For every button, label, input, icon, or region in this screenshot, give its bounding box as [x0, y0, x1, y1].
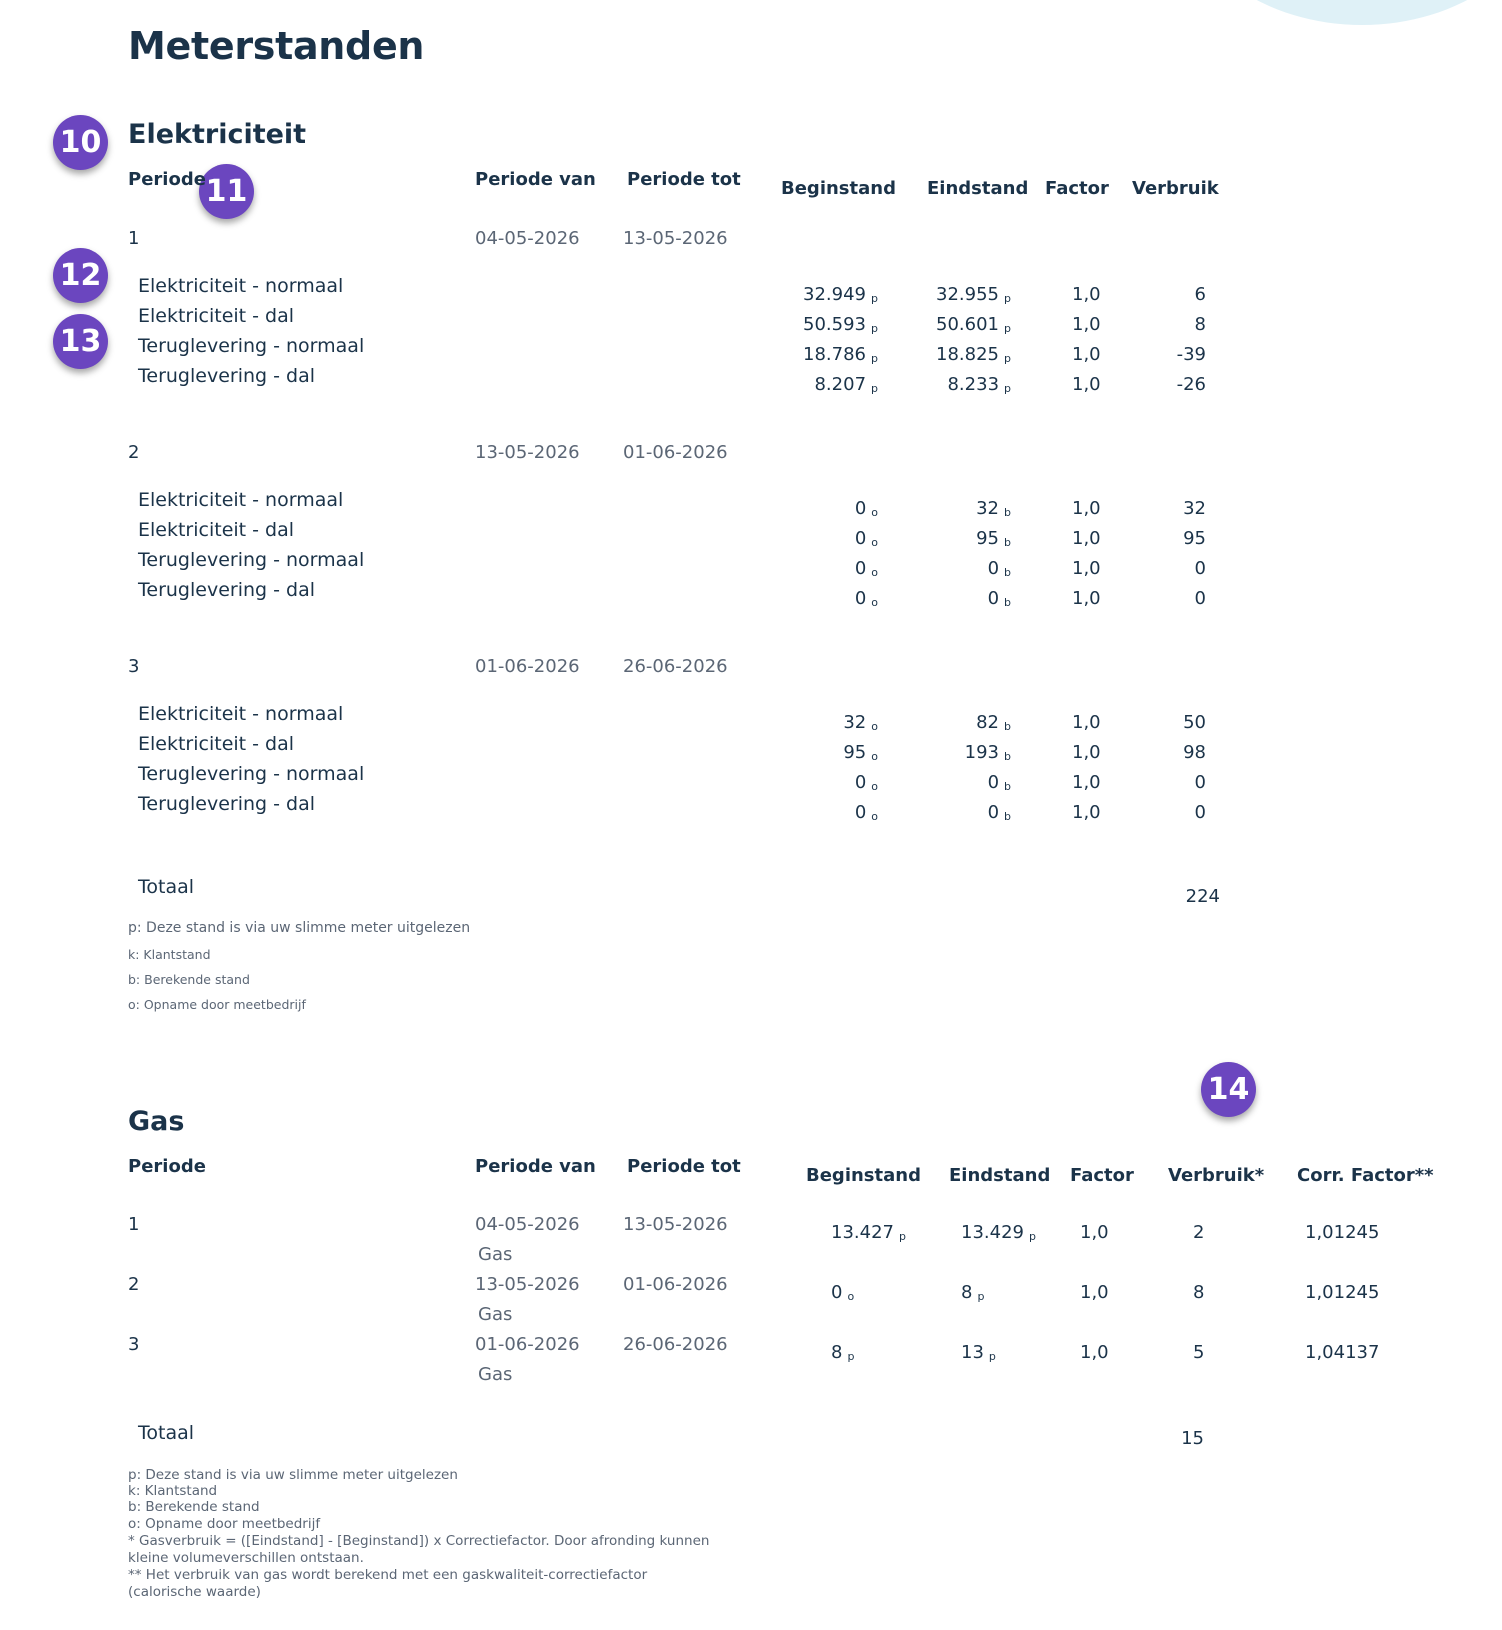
end-reading-value: 32.955 — [936, 284, 1000, 305]
gas-end-reading-source-code: p — [977, 1290, 985, 1303]
footnote-line: o: Opname door meetbedrijf — [128, 1516, 321, 1532]
electricity-total-label: Totaal — [138, 876, 195, 898]
gas-product-label: Gas — [478, 1304, 513, 1325]
gas-begin-reading — [831, 1282, 854, 1303]
gas-factor-value: 1,0 — [1080, 1342, 1109, 1363]
gas-begin-reading-value: 13.427 — [831, 1222, 894, 1243]
footnote-line: p: Deze stand is via uw slimme meter uitgelezen — [128, 1467, 458, 1483]
factor-value: 1,0 — [1072, 344, 1101, 365]
meter-register-label: Elektriciteit - dal — [138, 305, 295, 327]
end-reading-value: 193 — [964, 742, 1000, 763]
annotation-marker-11: 11 — [199, 164, 254, 219]
begin-reading — [843, 742, 878, 763]
end-reading-source-code: b — [1004, 720, 1011, 733]
period-number: 2 — [128, 442, 140, 463]
gas-period-to-date: 26-06-2026 — [623, 1334, 728, 1355]
meter-register-label: Elektriciteit - normaal — [138, 489, 344, 511]
period-number: 1 — [128, 228, 140, 249]
gas-begin-reading-source-code: p — [898, 1230, 906, 1243]
begin-reading — [855, 558, 878, 579]
begin-reading — [855, 772, 878, 793]
gas-usage-value: 5 — [1193, 1342, 1205, 1363]
footnote-line: ** Het verbruik van gas wordt berekend met een gaskwaliteit-correctiefactor — [128, 1567, 648, 1583]
period-to-date: 26-06-2026 — [623, 656, 728, 677]
usage-value: 8 — [1194, 314, 1206, 335]
begin-reading-value: 8.207 — [814, 374, 867, 395]
header-verbruik: Verbruik* — [1168, 1165, 1265, 1186]
factor-value: 1,0 — [1072, 772, 1101, 793]
end-reading-value: 95 — [976, 528, 1000, 549]
period-to-date: 13-05-2026 — [623, 228, 728, 249]
end-reading-source-code: p — [1004, 292, 1011, 305]
gas-product-label: Gas — [478, 1244, 513, 1265]
factor-value: 1,0 — [1072, 742, 1101, 763]
header-periode: Periode — [128, 169, 206, 190]
gas-corr-factor-value: 1,04137 — [1305, 1342, 1380, 1363]
end-reading-value: 82 — [976, 712, 1000, 733]
header-eindstand: Eindstand — [949, 1165, 1051, 1186]
end-reading — [947, 374, 1011, 395]
end-reading — [988, 802, 1011, 823]
footnote-line: (calorische waarde) — [128, 1584, 261, 1600]
usage-value: 6 — [1194, 284, 1206, 305]
meter-register-label: Teruglevering - dal — [138, 365, 315, 387]
factor-value: 1,0 — [1072, 528, 1101, 549]
gas-usage-value: 8 — [1193, 1282, 1205, 1303]
meter-register-label: Elektriciteit - dal — [138, 733, 295, 755]
end-reading — [936, 344, 1011, 365]
end-reading-source-code: b — [1004, 780, 1011, 793]
gas-corr-factor-value: 1,01245 — [1305, 1282, 1380, 1303]
decorative-arc — [1182, 0, 1502, 25]
header-beginstand: Beginstand — [781, 178, 896, 199]
gas-period-from-date: 04-05-2026 — [475, 1214, 580, 1235]
begin-reading-value: 0 — [854, 772, 867, 793]
end-reading — [988, 558, 1011, 579]
usage-value: -39 — [1176, 344, 1206, 365]
usage-value: 0 — [1194, 772, 1206, 793]
meter-register-label: Teruglevering - normaal — [138, 549, 365, 571]
usage-value: 50 — [1183, 712, 1206, 733]
gas-period-number: 2 — [128, 1274, 140, 1295]
footnote-line: * Gasverbruik = ([Eindstand] - [Beginstand]) x Correctiefactor. Door afronding kunnen — [128, 1533, 710, 1549]
legend-item: b: Berekende stand — [128, 972, 250, 987]
gas-begin-reading-source-code: o — [847, 1290, 855, 1303]
end-reading-value: 8.233 — [947, 374, 1000, 395]
gas-period-to-date: 01-06-2026 — [623, 1274, 728, 1295]
end-reading-value: 0 — [987, 588, 1000, 609]
end-reading-source-code: p — [1004, 322, 1011, 335]
gas-factor-value: 1,0 — [1080, 1222, 1109, 1243]
gas-period-number: 3 — [128, 1334, 140, 1355]
factor-value: 1,0 — [1072, 314, 1101, 335]
legend-item: o: Opname door meetbedrijf — [128, 997, 306, 1012]
footnote-line: b: Berekende stand — [128, 1499, 260, 1515]
begin-reading-source-code: o — [871, 780, 878, 793]
begin-reading — [855, 588, 878, 609]
gas-end-reading-value: 13 — [961, 1342, 984, 1363]
begin-reading-source-code: p — [871, 292, 878, 305]
end-reading-source-code: b — [1004, 750, 1011, 763]
electricity-total-value: 224 — [1185, 886, 1220, 907]
begin-reading-value: 0 — [854, 588, 867, 609]
header-verbruik: Verbruik — [1132, 178, 1219, 199]
begin-reading-source-code: o — [871, 810, 878, 823]
period-from-date: 04-05-2026 — [475, 228, 580, 249]
begin-reading — [855, 528, 878, 549]
legend-item: k: Klantstand — [128, 947, 211, 962]
begin-reading-source-code: o — [871, 536, 878, 549]
gas-end-reading-source-code: p — [988, 1350, 996, 1363]
begin-reading-source-code: p — [871, 382, 878, 395]
begin-reading-value: 0 — [854, 558, 867, 579]
gas-end-reading-source-code: p — [1028, 1230, 1036, 1243]
begin-reading-source-code: o — [871, 506, 878, 519]
end-reading-source-code: b — [1004, 810, 1011, 823]
end-reading-value: 50.601 — [936, 314, 1000, 335]
usage-value: 0 — [1194, 802, 1206, 823]
end-reading — [976, 712, 1011, 733]
period-number: 3 — [128, 656, 140, 677]
begin-reading — [803, 314, 878, 335]
end-reading-source-code: b — [1004, 506, 1011, 519]
gas-end-reading-value: 13.429 — [961, 1222, 1024, 1243]
meter-register-label: Teruglevering - dal — [138, 793, 315, 815]
end-reading — [988, 772, 1011, 793]
end-reading-source-code: b — [1004, 566, 1011, 579]
annotation-marker-14: 14 — [1201, 1062, 1256, 1117]
begin-reading-source-code: o — [871, 720, 878, 733]
footnote-line: kleine volumeverschillen ontstaan. — [128, 1550, 364, 1566]
end-reading-value: 32 — [976, 498, 1000, 519]
gas-begin-reading-value: 8 — [831, 1342, 843, 1363]
end-reading-value: 0 — [987, 802, 1000, 823]
meter-register-label: Teruglevering - normaal — [138, 763, 365, 785]
gas-begin-reading — [831, 1342, 854, 1363]
gas-begin-reading-value: 0 — [831, 1282, 843, 1303]
gas-period-from-date: 13-05-2026 — [475, 1274, 580, 1295]
gas-period-to-date: 13-05-2026 — [623, 1214, 728, 1235]
gas-period-from-date: 01-06-2026 — [475, 1334, 580, 1355]
factor-value: 1,0 — [1072, 284, 1101, 305]
page-title: Meterstanden — [128, 24, 425, 68]
end-reading-source-code: b — [1004, 596, 1011, 609]
usage-value: 0 — [1194, 588, 1206, 609]
begin-reading-source-code: o — [871, 566, 878, 579]
header-factor: Factor — [1070, 1165, 1134, 1186]
period-from-date: 13-05-2026 — [475, 442, 580, 463]
gas-total-value: 15 — [1181, 1428, 1204, 1449]
end-reading — [936, 284, 1011, 305]
header-beginstand: Beginstand — [806, 1165, 921, 1186]
factor-value: 1,0 — [1072, 498, 1101, 519]
end-reading-value: 18.825 — [936, 344, 1000, 365]
meter-register-label: Teruglevering - normaal — [138, 335, 365, 357]
meter-register-label: Elektriciteit - normaal — [138, 703, 344, 725]
header-eindstand: Eindstand — [927, 178, 1029, 199]
gas-total-label: Totaal — [138, 1422, 195, 1444]
gas-corr-factor-value: 1,01245 — [1305, 1222, 1380, 1243]
meter-register-label: Teruglevering - dal — [138, 579, 315, 601]
end-reading-value: 0 — [987, 772, 1000, 793]
header-factor: Factor — [1045, 178, 1109, 199]
annotation-marker-12: 12 — [53, 248, 108, 303]
begin-reading-value: 0 — [854, 528, 867, 549]
begin-reading — [843, 712, 878, 733]
begin-reading-value: 50.593 — [803, 314, 867, 335]
annotation-marker-10: 10 — [53, 115, 108, 170]
gas-end-reading — [961, 1282, 984, 1303]
begin-reading-value: 0 — [854, 802, 867, 823]
meter-register-label: Elektriciteit - normaal — [138, 275, 344, 297]
begin-reading — [803, 284, 878, 305]
end-reading-value: 0 — [987, 558, 1000, 579]
meter-register-label: Elektriciteit - dal — [138, 519, 295, 541]
gas-end-reading-value: 8 — [961, 1282, 973, 1303]
factor-value: 1,0 — [1072, 558, 1101, 579]
usage-value: 0 — [1194, 558, 1206, 579]
gas-usage-value: 2 — [1193, 1222, 1205, 1243]
header-periode-tot: Periode tot — [627, 169, 741, 190]
begin-reading-source-code: o — [871, 750, 878, 763]
end-reading — [976, 528, 1011, 549]
begin-reading — [803, 344, 878, 365]
gas-end-reading — [961, 1342, 996, 1363]
factor-value: 1,0 — [1072, 588, 1101, 609]
header-periode-van: Periode van — [475, 169, 596, 190]
end-reading-source-code: p — [1004, 352, 1011, 365]
factor-value: 1,0 — [1072, 712, 1101, 733]
end-reading-source-code: b — [1004, 536, 1011, 549]
begin-reading-source-code: p — [871, 352, 878, 365]
begin-reading-value: 0 — [854, 498, 867, 519]
gas-end-reading — [961, 1222, 1036, 1243]
header-periode: Periode — [128, 1156, 206, 1177]
header-corr-factor: Corr. Factor** — [1297, 1165, 1434, 1186]
gas-begin-reading-source-code: p — [847, 1350, 855, 1363]
begin-reading — [855, 802, 878, 823]
begin-reading — [814, 374, 878, 395]
usage-value: -26 — [1176, 374, 1206, 395]
begin-reading-value: 32 — [843, 712, 867, 733]
electricity-section-title: Elektriciteit — [128, 119, 307, 150]
gas-factor-value: 1,0 — [1080, 1282, 1109, 1303]
gas-period-number: 1 — [128, 1214, 140, 1235]
begin-reading — [855, 498, 878, 519]
period-from-date: 01-06-2026 — [475, 656, 580, 677]
annotation-marker-13: 13 — [53, 314, 108, 369]
gas-section-title: Gas — [128, 1106, 185, 1137]
factor-value: 1,0 — [1072, 802, 1101, 823]
begin-reading-value: 32.949 — [803, 284, 867, 305]
begin-reading-source-code: p — [871, 322, 878, 335]
factor-value: 1,0 — [1072, 374, 1101, 395]
period-to-date: 01-06-2026 — [623, 442, 728, 463]
header-periode-van: Periode van — [475, 1156, 596, 1177]
usage-value: 32 — [1183, 498, 1206, 519]
end-reading — [936, 314, 1011, 335]
gas-begin-reading — [831, 1222, 906, 1243]
begin-reading-value: 95 — [843, 742, 867, 763]
footnote-line: k: Klantstand — [128, 1483, 218, 1499]
begin-reading-value: 18.786 — [803, 344, 867, 365]
end-reading — [988, 588, 1011, 609]
legend-item: p: Deze stand is via uw slimme meter uitgelezen — [128, 920, 471, 936]
usage-value: 98 — [1183, 742, 1206, 763]
header-periode-tot: Periode tot — [627, 1156, 741, 1177]
begin-reading-source-code: o — [871, 596, 878, 609]
gas-product-label: Gas — [478, 1364, 513, 1385]
end-reading-source-code: p — [1004, 382, 1011, 395]
usage-value: 95 — [1183, 528, 1206, 549]
end-reading — [976, 498, 1011, 519]
end-reading — [965, 742, 1011, 763]
